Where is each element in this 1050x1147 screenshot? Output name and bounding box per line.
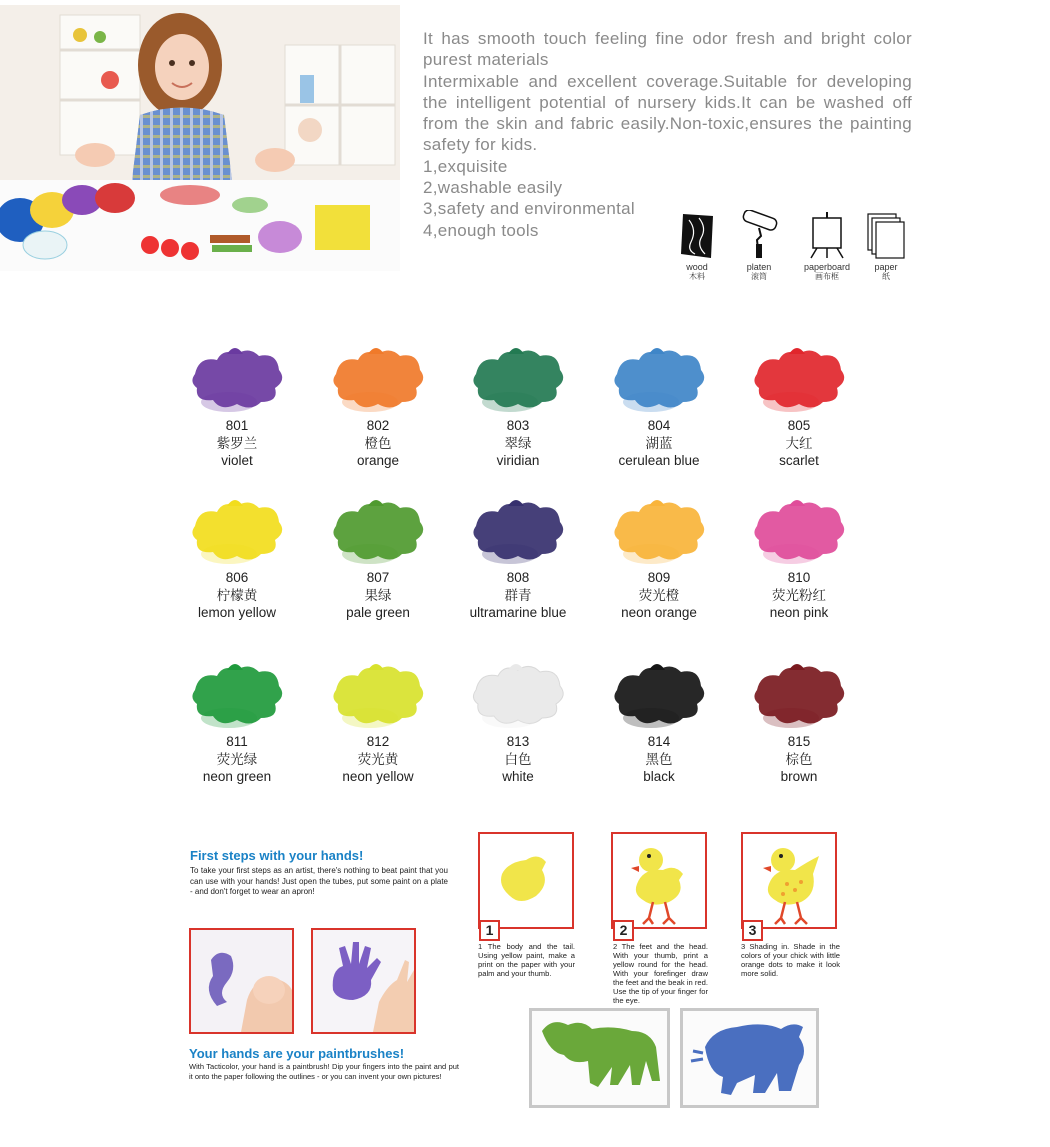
color-name-zh: 棕色 (785, 751, 813, 767)
color-name-zh: 荧光橙 (638, 587, 680, 603)
paint-splash-icon (468, 344, 568, 414)
color-name-en: neon green (202, 769, 272, 784)
roller-icon (737, 210, 781, 260)
color-swatch (589, 660, 729, 786)
paint-splash-icon (749, 496, 849, 566)
step-text-1: 1 The body and the tail. Using yellow paint, make a print on the paper with your palm and your thumb. (478, 942, 575, 978)
color-code: 807 (366, 570, 390, 585)
color-code: 810 (787, 570, 811, 585)
step-1-image (478, 832, 574, 929)
paint-splash-icon (749, 660, 849, 730)
color-name-en: violet (221, 453, 253, 468)
color-name-zh: 湖蓝 (645, 435, 673, 451)
color-swatch (589, 496, 729, 622)
feature-item: 3,safety and environmental (423, 199, 635, 219)
color-swatch (729, 344, 869, 470)
paint-splash-icon (187, 660, 287, 730)
paper-icon (864, 210, 908, 260)
hand-print-photo-1 (189, 928, 294, 1034)
material-paper: paper 纸 (856, 210, 916, 282)
color-swatch (448, 660, 588, 786)
color-code: 814 (647, 734, 671, 749)
color-code: 808 (506, 570, 530, 585)
color-swatch (308, 660, 448, 786)
paint-splash-icon (468, 660, 568, 730)
paint-splash-icon (609, 660, 709, 730)
paint-splash-icon (187, 496, 287, 566)
step-text-2: 2 The feet and the head. With your thumb, print a yellow round for the head. With your forefinger draw the feet and the beak in red. Use the tip of your finger for the eye. (613, 942, 708, 1005)
color-swatch (167, 660, 307, 786)
color-name-zh: 荧光黄 (357, 751, 399, 767)
example-green-animal (529, 1008, 670, 1108)
color-name-zh: 大红 (785, 435, 813, 451)
color-swatch (308, 496, 448, 622)
step-number-3: 3 (742, 920, 763, 941)
color-swatch (308, 344, 448, 470)
color-name-zh: 果绿 (364, 587, 392, 603)
color-name-en: viridian (496, 453, 540, 468)
tutorial-paragraph-paintbrushes: With Tacticolor, your hand is a paintbrush! Dip your fingers into the paint and put it onto the paper following the outlines - or you can invent your own pictures! (189, 1062, 459, 1081)
step-2-image (611, 832, 707, 929)
color-swatch (448, 344, 588, 470)
tutorial-paragraph-first-steps: To take your first steps as an artist, there's nothing to beat paint that you can use with your hands! Just open the tubes, put some paint on a plate - and don't forget to wear an apron! (190, 866, 448, 896)
example-blue-animal (680, 1008, 819, 1108)
paint-splash-icon (328, 660, 428, 730)
color-swatch (167, 496, 307, 622)
color-name-en: lemon yellow (197, 605, 277, 620)
color-name-en: cerulean blue (618, 453, 700, 468)
feature-item: 2,washable easily (423, 178, 563, 198)
color-code: 803 (506, 418, 530, 433)
color-code: 809 (647, 570, 671, 585)
feature-item: 1,exquisite (423, 156, 508, 176)
color-name-zh: 荧光粉红 (772, 587, 826, 603)
color-name-zh: 荧光绿 (216, 751, 258, 767)
color-name-zh: 黑色 (645, 751, 673, 767)
paint-splash-icon (749, 344, 849, 414)
color-code: 806 (225, 570, 249, 585)
color-code: 813 (506, 734, 530, 749)
feature-item: 4,enough tools (423, 220, 539, 240)
color-name-en: neon yellow (342, 769, 414, 784)
wood-icon (677, 210, 717, 260)
color-name-en: pale green (346, 605, 410, 620)
color-name-zh: 橙色 (364, 435, 392, 451)
description-line-2: Intermixable and excellent coverage.Suitable for developing the intelligent potential of nursery kids.It can be washed off from the skin and fabric easily.Non-toxic,ensures the painting safety for kids. (423, 71, 912, 155)
material-wood: wood 木料 (667, 210, 727, 282)
color-swatch (589, 344, 729, 470)
color-name-en: ultramarine blue (469, 605, 567, 620)
color-swatch (448, 496, 588, 622)
color-name-en: black (643, 769, 675, 784)
tutorial-heading-first-steps: First steps with your hands! (190, 848, 364, 863)
hero-photo (0, 5, 400, 271)
paint-splash-icon (187, 344, 287, 414)
hand-print-photo-2 (311, 928, 416, 1034)
step-number-2: 2 (613, 920, 634, 941)
color-name-en: neon orange (621, 605, 697, 620)
material-platen: platen 滚筒 (729, 210, 789, 282)
color-name-en: orange (356, 453, 400, 468)
color-swatch (729, 496, 869, 622)
materials-row (672, 210, 922, 295)
color-name-en: neon pink (769, 605, 829, 620)
paint-splash-icon (609, 344, 709, 414)
color-name-en: white (502, 769, 534, 784)
color-name-zh: 紫罗兰 (216, 435, 258, 451)
easel-icon (805, 210, 849, 260)
paint-splash-icon (328, 496, 428, 566)
color-code: 815 (787, 734, 811, 749)
material-paperboard: paperboard 画布框 (797, 210, 857, 282)
paint-splash-icon (328, 344, 428, 414)
color-name-zh: 群青 (504, 587, 532, 603)
step-3-image (741, 832, 837, 929)
color-code: 805 (787, 418, 811, 433)
paint-splash-icon (609, 496, 709, 566)
color-code: 811 (226, 734, 248, 749)
color-code: 804 (647, 418, 671, 433)
color-code: 812 (366, 734, 390, 749)
description-line-1: It has smooth touch feeling fine odor fresh and bright color purest materials (423, 29, 912, 70)
color-name-en: brown (780, 769, 818, 784)
tutorial-heading-paintbrushes: Your hands are your paintbrushes! (189, 1046, 405, 1061)
paint-splash-icon (468, 496, 568, 566)
color-name-zh: 柠檬黄 (216, 587, 258, 603)
color-name-en: scarlet (779, 453, 819, 468)
step-text-3: 3 Shading in. Shade in the colors of your chick with little orange dots to make it look more solid. (741, 942, 840, 978)
color-code: 801 (225, 418, 249, 433)
color-swatch (729, 660, 869, 786)
color-swatch (167, 344, 307, 470)
color-name-zh: 翠绿 (504, 435, 532, 451)
color-code: 802 (366, 418, 390, 433)
color-name-zh: 白色 (504, 751, 532, 767)
step-number-1: 1 (479, 920, 500, 941)
